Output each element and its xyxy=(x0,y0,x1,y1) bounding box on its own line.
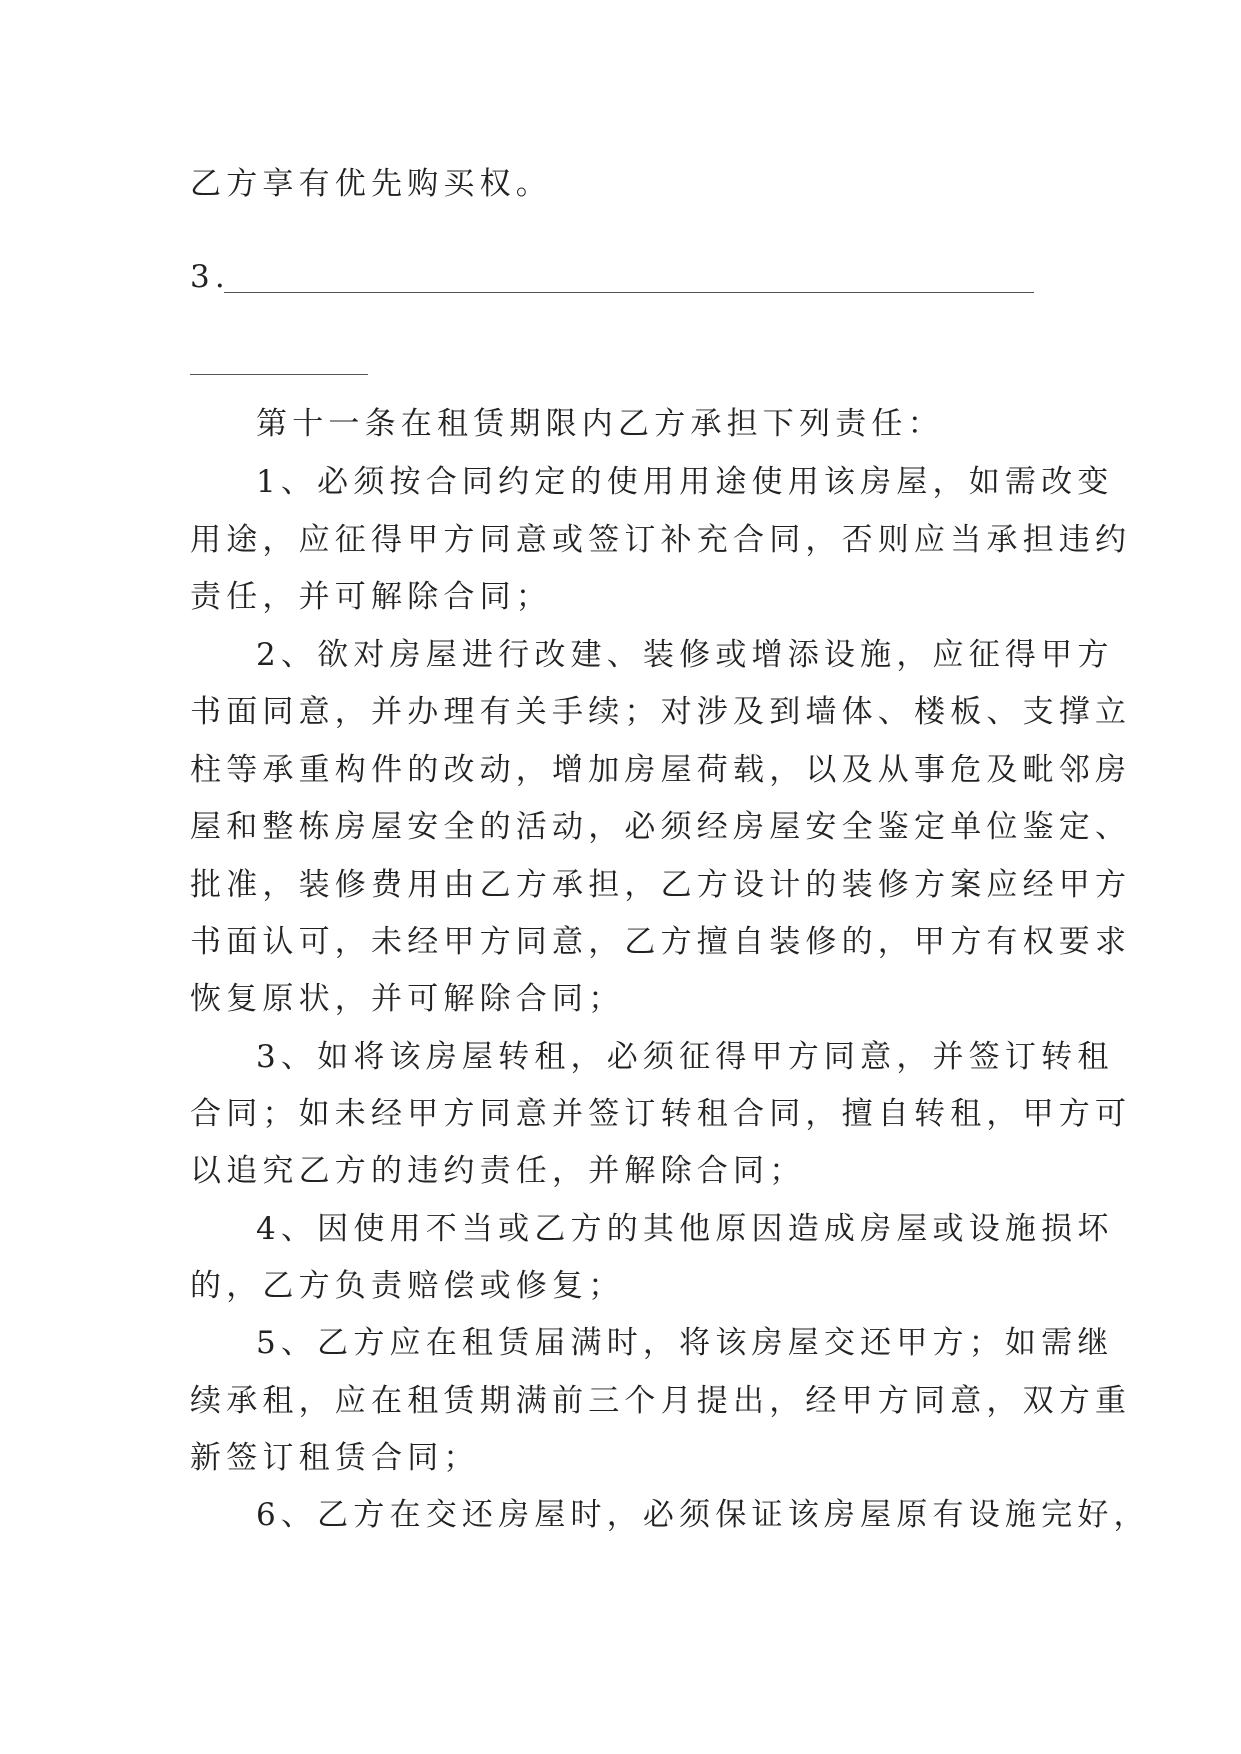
paragraph-2-line-7: 恢复原状，并可解除合同； xyxy=(190,981,625,1017)
paragraph-3-line-2: 合同；如未经甲方同意并签订转租合同，擅自转租，甲方可 xyxy=(190,1096,1132,1132)
paragraph-2-line-2: 书面同意，并办理有关手续；对涉及到墙体、楼板、支撑立 xyxy=(190,694,1132,730)
item-number: 3. xyxy=(190,259,230,295)
paragraph-2-line-6: 书面认可，未经甲方同意，乙方擅自装修的，甲方有权要求 xyxy=(190,924,1132,960)
paragraph-3-line-1: 3、如将该房屋转租，必须征得甲方同意，并签订转租 xyxy=(256,1039,1114,1075)
paragraph-5-line-2: 续承租，应在租赁期满前三个月提出，经甲方同意，双方重 xyxy=(190,1383,1132,1419)
paragraph-4-line-2: 的，乙方负责赔偿或修复； xyxy=(190,1268,625,1304)
paragraph-3-line-3: 以追究乙方的违约责任，并解除合同； xyxy=(190,1153,806,1189)
paragraph-2-line-5: 批准，装修费用由乙方承担，乙方设计的装修方案应经甲方 xyxy=(190,867,1132,903)
text-line: 乙方享有优先购买权。 xyxy=(190,166,552,202)
paragraph-6-line-1: 6、乙方在交还房屋时，必须保证该房屋原有设施完好， xyxy=(256,1497,1150,1533)
paragraph-4-line-1: 4、因使用不当或乙方的其他原因造成房屋或设施损坏 xyxy=(256,1211,1114,1247)
fill-in-blank-line xyxy=(224,292,1034,293)
paragraph-2-line-3: 柱等承重构件的改动，增加房屋荷载，以及从事危及毗邻房 xyxy=(190,752,1132,788)
article-heading: 第十一条在租赁期限内乙方承担下列责任： xyxy=(256,406,944,442)
paragraph-2-line-1: 2、欲对房屋进行改建、装修或增添设施，应征得甲方 xyxy=(256,637,1114,673)
paragraph-2-line-4: 屋和整栋房屋安全的活动，必须经房屋安全鉴定单位鉴定、 xyxy=(190,809,1132,845)
paragraph-1-line-3: 责任，并可解除合同； xyxy=(190,579,552,615)
paragraph-1-line-2: 用途，应征得甲方同意或签订补充合同，否则应当承担违约 xyxy=(190,522,1132,558)
paragraph-1-line-1: 1、必须按合同约定的使用用途使用该房屋，如需改变 xyxy=(256,464,1114,500)
paragraph-5-line-1: 5、乙方应在租赁届满时，将该房屋交还甲方；如需继 xyxy=(256,1325,1114,1361)
paragraph-5-line-3: 新签订租赁合同； xyxy=(190,1440,480,1476)
fill-in-blank-line-continued xyxy=(190,374,368,375)
